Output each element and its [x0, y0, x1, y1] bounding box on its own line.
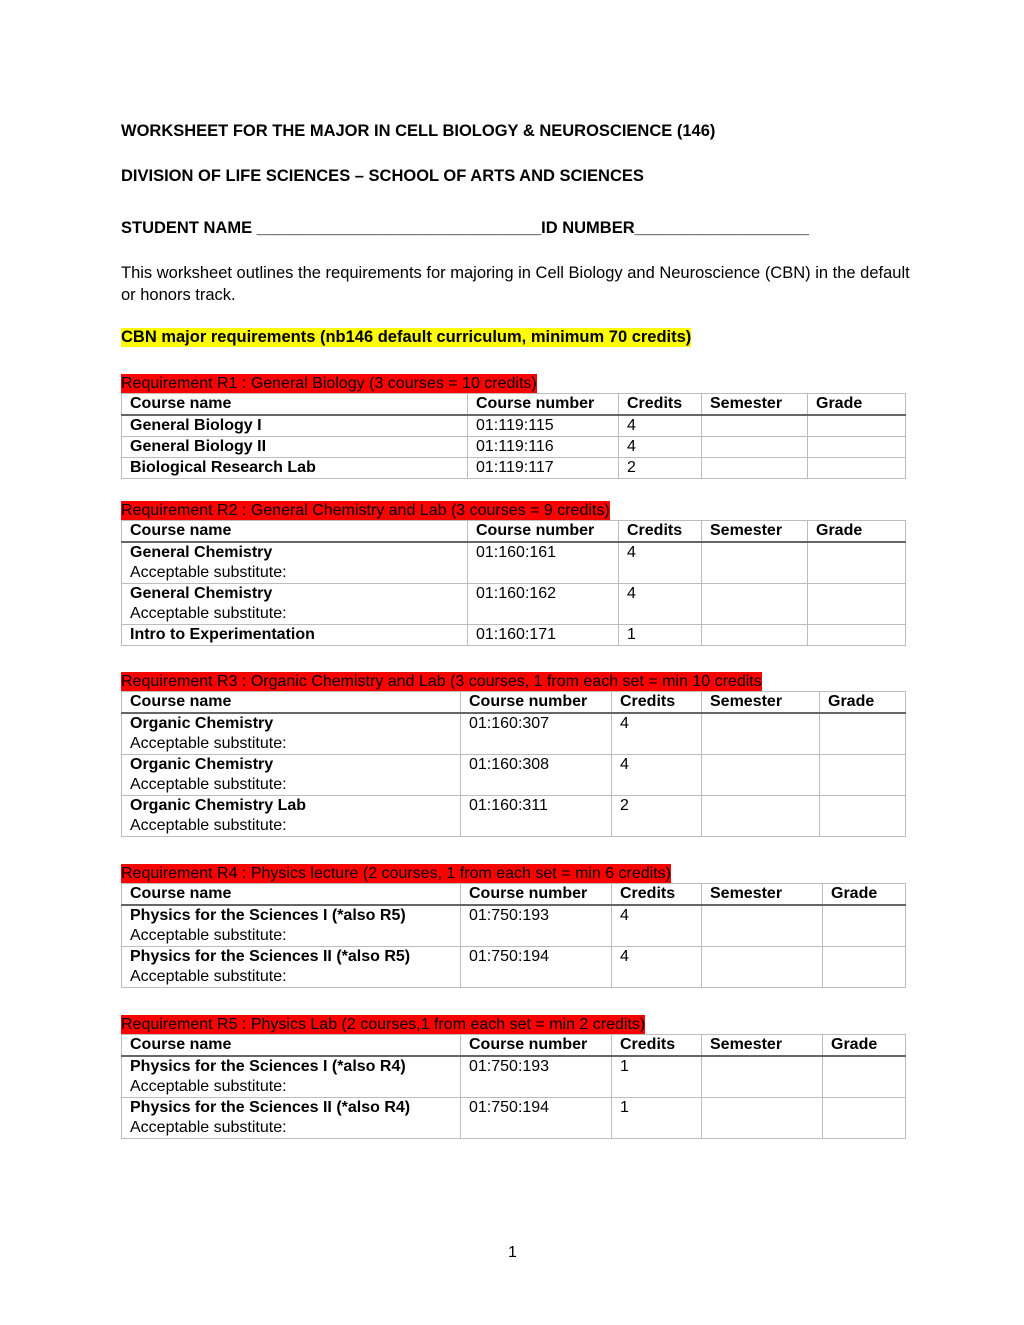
semester-cell[interactable] — [702, 542, 808, 584]
course-credits: 4 — [619, 542, 702, 584]
substitute-label: Acceptable substitute: — [130, 927, 287, 944]
grade-cell[interactable] — [808, 584, 906, 625]
table-row — [122, 755, 906, 796]
course-number: 01:119:116 — [468, 437, 619, 458]
course-credits: 1 — [612, 1056, 702, 1098]
col-course-number: Course number — [461, 884, 612, 906]
course-credits: 2 — [612, 796, 702, 837]
grade-cell[interactable] — [823, 947, 906, 988]
course-name: Organic Chemistry Lab — [130, 797, 307, 814]
requirement-r3 — [121, 672, 905, 837]
course-number: 01:160:161 — [468, 542, 619, 584]
table-row — [122, 415, 906, 437]
semester-cell[interactable] — [702, 1056, 823, 1098]
col-grade: Grade — [823, 1035, 906, 1057]
course-number: 01:160:308 — [461, 755, 612, 796]
semester-cell[interactable] — [702, 458, 808, 479]
semester-cell[interactable] — [702, 755, 820, 796]
requirement-table — [121, 393, 906, 479]
requirement-r5 — [121, 1015, 905, 1139]
worksheet-title: WORKSHEET FOR THE MAJOR IN CELL BIOLOGY & NEUROSCIENCE (146) — [121, 122, 716, 140]
semester-cell[interactable] — [702, 437, 808, 458]
substitute-label: Acceptable substitute: — [130, 968, 287, 985]
course-credits: 4 — [612, 713, 702, 755]
requirement-r2 — [121, 501, 905, 646]
page-number: 1 — [508, 1244, 517, 1261]
grade-cell[interactable] — [823, 1098, 906, 1139]
course-name: Physics for the Sciences II (*also R4) — [130, 1099, 411, 1116]
course-credits: 4 — [619, 437, 702, 458]
course-name: Physics for the Sciences II (*also R5) — [130, 948, 411, 965]
semester-cell[interactable] — [702, 584, 808, 625]
grade-cell[interactable] — [808, 437, 906, 458]
col-credits: Credits — [619, 394, 702, 416]
grade-cell[interactable] — [808, 542, 906, 584]
course-number: 01:160:311 — [461, 796, 612, 837]
requirement-table — [121, 520, 906, 646]
substitute-label: Acceptable substitute: — [130, 564, 287, 581]
table-row — [122, 1056, 906, 1098]
table-row — [122, 584, 906, 625]
table-row — [122, 796, 906, 837]
requirement-title: Requirement R4 : Physics lecture (2 courses, 1 from each set = min 6 credits) — [121, 865, 671, 882]
major-requirements-heading: CBN major requirements (nb146 default curriculum, minimum 70 credits) — [121, 328, 692, 346]
table-row — [122, 542, 906, 584]
requirement-title: Requirement R3 : Organic Chemistry and Lab (3 courses, 1 from each set = min 10 credits — [121, 673, 762, 690]
requirement-title: Requirement R2 : General Chemistry and Lab (3 courses = 9 credits) — [121, 502, 610, 519]
course-credits: 1 — [612, 1098, 702, 1139]
col-semester: Semester — [702, 692, 820, 714]
col-course-name: Course name — [122, 692, 461, 714]
semester-cell[interactable] — [702, 905, 823, 947]
requirement-table — [121, 691, 906, 837]
grade-cell[interactable] — [820, 713, 906, 755]
requirement-table — [121, 883, 906, 988]
substitute-label: Acceptable substitute: — [130, 817, 287, 834]
col-credits: Credits — [612, 884, 702, 906]
course-name: Physics for the Sciences I (*also R5) — [130, 907, 406, 924]
col-semester: Semester — [702, 521, 808, 543]
col-course-number: Course number — [461, 1035, 612, 1057]
semester-cell[interactable] — [702, 415, 808, 437]
course-name: Physics for the Sciences I (*also R4) — [130, 1058, 406, 1075]
grade-cell[interactable] — [808, 415, 906, 437]
col-grade: Grade — [820, 692, 906, 714]
substitute-label: Acceptable substitute: — [130, 735, 287, 752]
semester-cell[interactable] — [702, 713, 820, 755]
course-number: 01:750:194 — [461, 947, 612, 988]
course-name: General Chemistry — [130, 585, 273, 602]
course-name: Organic Chemistry — [130, 715, 274, 732]
course-name: General Biology II — [130, 438, 267, 455]
col-grade: Grade — [823, 884, 906, 906]
requirement-table — [121, 1034, 906, 1139]
grade-cell[interactable] — [808, 625, 906, 646]
semester-cell[interactable] — [702, 625, 808, 646]
col-semester: Semester — [702, 394, 808, 416]
course-credits: 4 — [612, 947, 702, 988]
course-credits: 2 — [619, 458, 702, 479]
col-credits: Credits — [612, 1035, 702, 1057]
requirement-r1 — [121, 374, 905, 479]
table-row — [122, 905, 906, 947]
substitute-label: Acceptable substitute: — [130, 1078, 287, 1095]
course-number: 01:160:162 — [468, 584, 619, 625]
col-grade: Grade — [808, 521, 906, 543]
substitute-label: Acceptable substitute: — [130, 1119, 287, 1136]
table-row — [122, 458, 906, 479]
course-name: Organic Chemistry — [130, 756, 274, 773]
intro-paragraph: This worksheet outlines the requirements for majoring in Cell Biology and Neuroscience (CBN) in the default or honors track. — [121, 264, 910, 304]
table-row — [122, 1098, 906, 1139]
requirement-title: Requirement R5 : Physics Lab (2 courses,1 from each set = min 2 credits) — [121, 1016, 646, 1033]
requirement-r4 — [121, 864, 905, 988]
course-number: 01:750:193 — [461, 1056, 612, 1098]
substitute-label: Acceptable substitute: — [130, 605, 287, 622]
course-number: 01:160:307 — [461, 713, 612, 755]
course-credits: 4 — [612, 905, 702, 947]
grade-cell[interactable] — [820, 755, 906, 796]
col-semester: Semester — [702, 1035, 823, 1057]
grade-cell[interactable] — [808, 458, 906, 479]
grade-cell[interactable] — [823, 1056, 906, 1098]
col-grade: Grade — [808, 394, 906, 416]
semester-cell[interactable] — [702, 1098, 823, 1139]
course-number: 01:119:117 — [468, 458, 619, 479]
table-row — [122, 713, 906, 755]
col-course-name: Course name — [122, 884, 461, 906]
col-course-name: Course name — [122, 394, 468, 416]
semester-cell[interactable] — [702, 947, 823, 988]
grade-cell[interactable] — [820, 796, 906, 837]
col-course-name: Course name — [122, 1035, 461, 1057]
course-name: Intro to Experimentation — [130, 626, 315, 643]
table-row — [122, 437, 906, 458]
course-number: 01:160:171 — [468, 625, 619, 646]
col-course-number: Course number — [468, 521, 619, 543]
col-course-number: Course number — [461, 692, 612, 714]
table-row — [122, 947, 906, 988]
course-name: Biological Research Lab — [130, 459, 316, 476]
course-number: 01:119:115 — [468, 415, 619, 437]
division-heading: DIVISION OF LIFE SCIENCES – SCHOOL OF ARTS AND SCIENCES — [121, 167, 644, 185]
course-credits: 4 — [619, 415, 702, 437]
grade-cell[interactable] — [823, 905, 906, 947]
course-credits: 1 — [619, 625, 702, 646]
course-credits: 4 — [612, 755, 702, 796]
table-row — [122, 625, 906, 646]
substitute-label: Acceptable substitute: — [130, 776, 287, 793]
requirement-title: Requirement R1 : General Biology (3 courses = 10 credits) — [121, 375, 537, 392]
col-course-number: Course number — [468, 394, 619, 416]
col-course-name: Course name — [122, 521, 468, 543]
course-name: General Chemistry — [130, 544, 273, 561]
col-semester: Semester — [702, 884, 823, 906]
col-credits: Credits — [619, 521, 702, 543]
col-credits: Credits — [612, 692, 702, 714]
course-number: 01:750:193 — [461, 905, 612, 947]
course-credits: 4 — [619, 584, 702, 625]
student-name-id-line: STUDENT NAME _______________________________ID NUMBER___________________ — [121, 219, 809, 237]
course-name: General Biology I — [130, 417, 262, 434]
course-number: 01:750:194 — [461, 1098, 612, 1139]
semester-cell[interactable] — [702, 796, 820, 837]
